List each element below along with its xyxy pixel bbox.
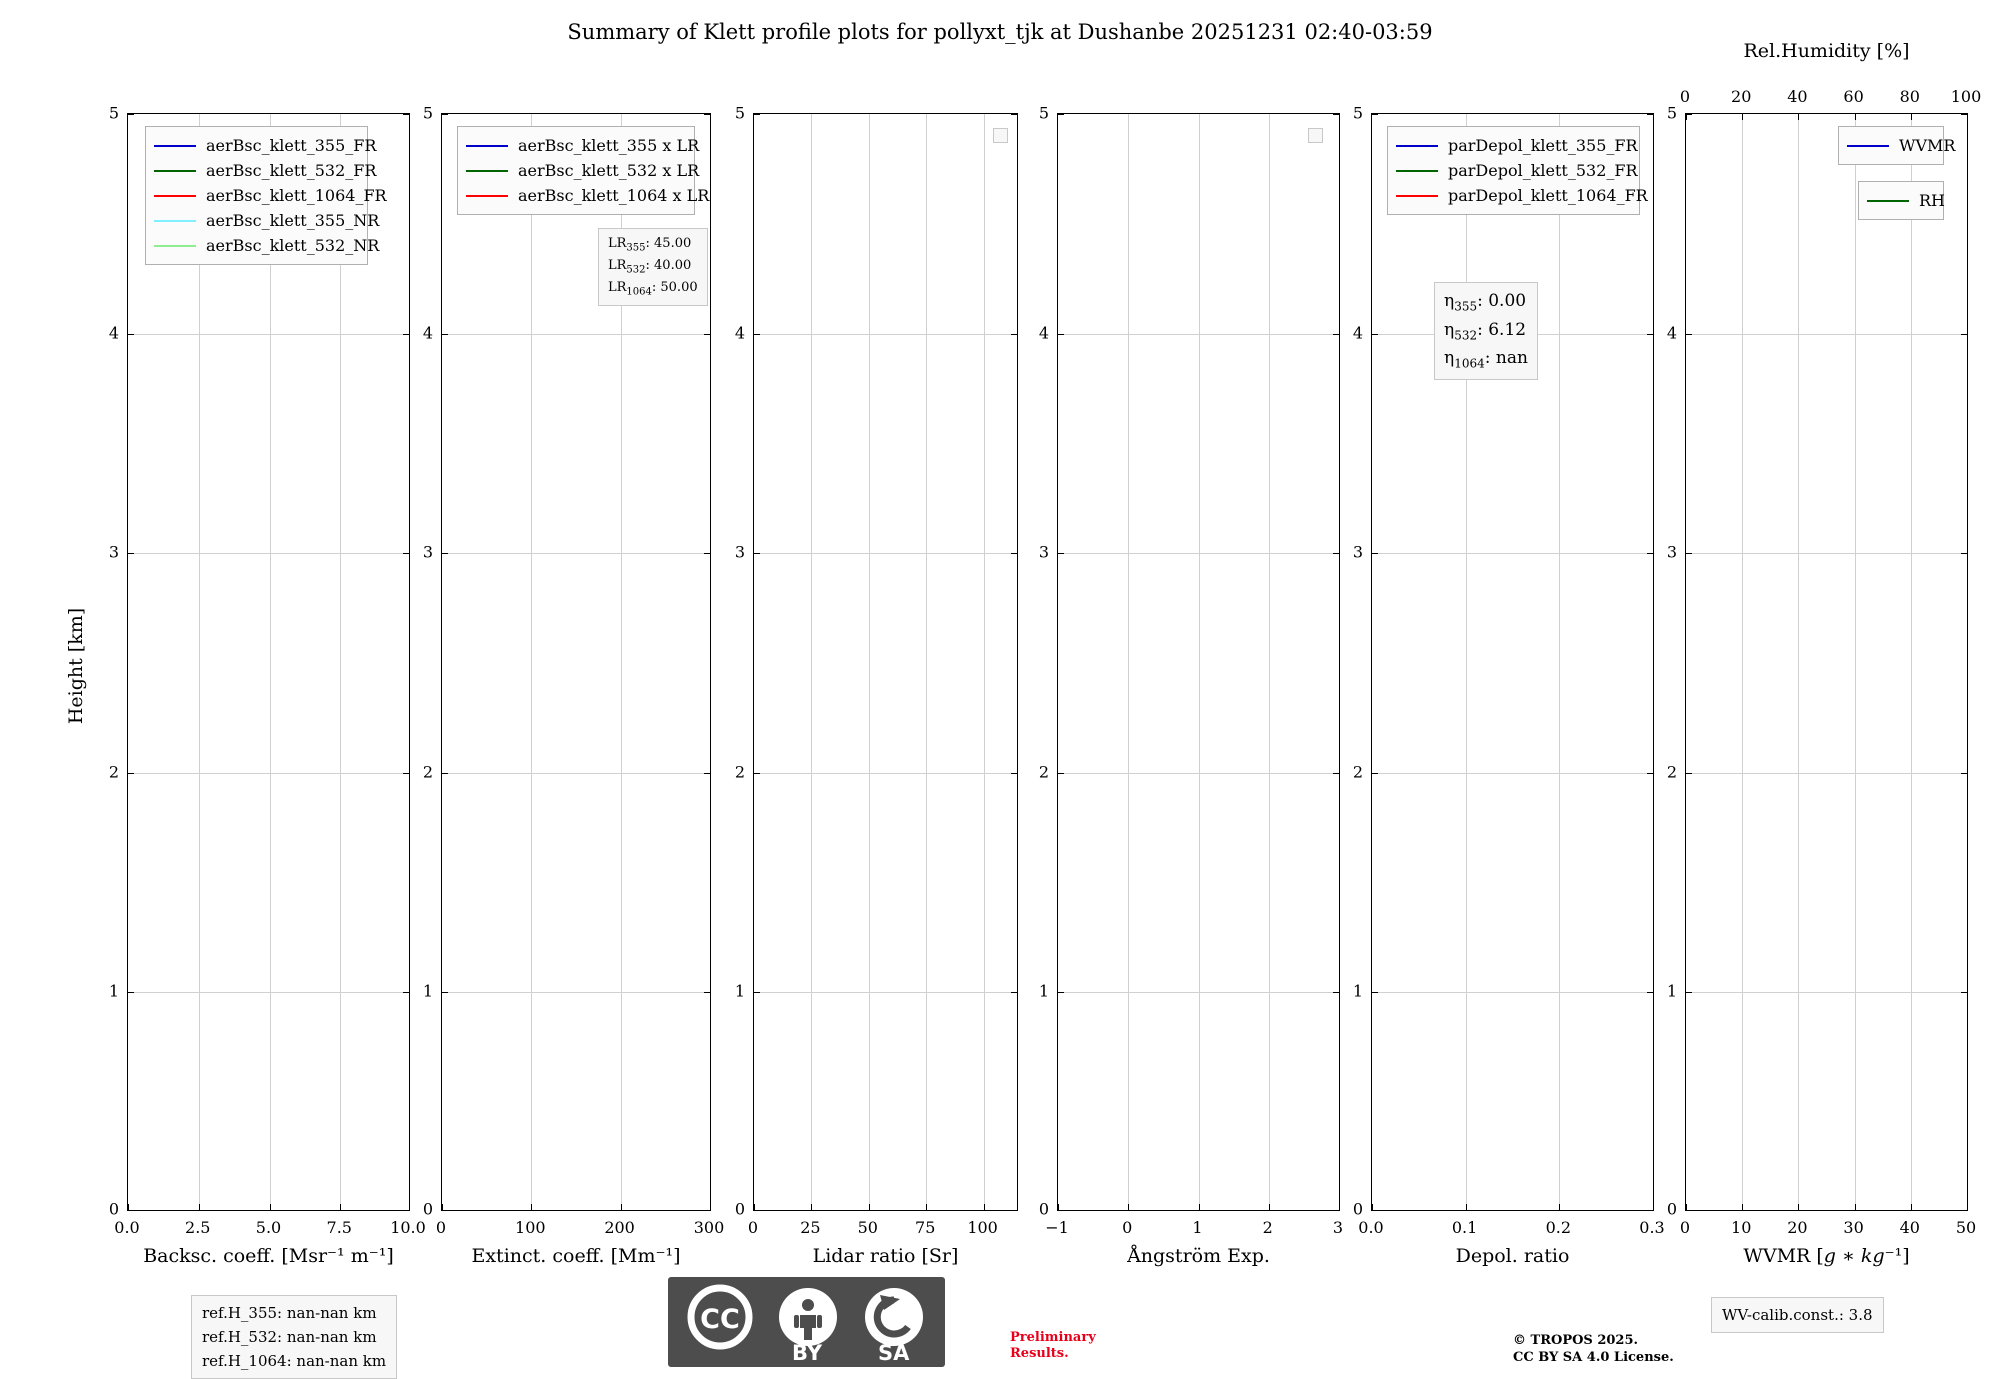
wv-calib-value: WV-calib.const.: 3.8 — [1722, 1306, 1873, 1324]
y-tick-label: 0 — [108, 1199, 119, 1219]
gridline — [1911, 114, 1912, 1210]
x-tick-label: 1 — [1192, 1218, 1203, 1237]
reference-height-box — [191, 1295, 397, 1379]
x-tick-label: 30 — [1843, 1218, 1864, 1237]
x-tick-label: 0 — [747, 1218, 759, 1237]
x-axis-caption-wvmr: WVMR [𝑔 ∗ 𝑘𝑔⁻¹] — [1743, 1245, 1910, 1267]
panel-wvmr — [1685, 113, 1968, 1211]
gridline — [1466, 114, 1467, 1210]
gridline — [1686, 553, 1967, 554]
legend-line-icon — [154, 145, 196, 147]
y-tick-label: 4 — [108, 323, 119, 343]
gridline — [128, 992, 409, 993]
y-tick-label: 0 — [734, 1199, 745, 1219]
x-tick-label: 0.2 — [1545, 1218, 1572, 1237]
gridline — [1742, 114, 1743, 1210]
legend-item[interactable] — [154, 183, 387, 208]
legend-item[interactable] — [154, 158, 377, 183]
x-tick-label: 0 — [1122, 1218, 1133, 1237]
legend-item[interactable] — [1396, 133, 1638, 158]
x-axis-caption-extinction: Extinct. coeff. [Mm⁻¹] — [471, 1245, 681, 1267]
legend-label: aerBsc_klett_1064 x LR — [518, 186, 710, 205]
lr-value: 45.00 — [654, 236, 692, 251]
copyright-line-2: CC BY SA 4.0 License. — [1513, 1349, 1674, 1365]
gridline — [1372, 992, 1653, 993]
gridline — [1798, 114, 1799, 1210]
rh-tick-label: 0 — [1679, 87, 1691, 106]
gridline — [754, 992, 1017, 993]
lidar-ratio-info-box: $LR_{355}$: 45.00 $LR_{532}$: 40.00 $LR_{1064}$: 50.00 — [598, 228, 708, 306]
x-tick-label: 40 — [1899, 1218, 1920, 1237]
eta-value: 6.12 — [1488, 319, 1527, 340]
preliminary-line-2: Results. — [1010, 1346, 1069, 1362]
legend-label: aerBsc_klett_355_NR — [206, 211, 380, 230]
gridline — [1372, 553, 1653, 554]
y-tick-label: 5 — [108, 103, 119, 123]
y-tick-label: 1 — [1352, 981, 1363, 1001]
cc-license-logo[interactable] — [668, 1277, 945, 1367]
legend-line-icon — [1867, 200, 1909, 202]
panel-depol-ratio — [1371, 113, 1654, 1211]
y-tick-label: 5 — [1038, 103, 1049, 123]
y-tick-label: 2 — [1666, 762, 1677, 782]
svg-text:CC: CC — [700, 1304, 740, 1335]
lr-sub: 355 — [626, 242, 646, 254]
legend-label: parDepol_klett_1064_FR — [1448, 186, 1648, 205]
gridline — [869, 114, 870, 1210]
legend-label: aerBsc_klett_532 x LR — [518, 161, 700, 180]
cc-sa-label: SA — [878, 1341, 910, 1365]
y-tick-label: 5 — [1666, 103, 1677, 123]
x-tick-label: 0.1 — [1451, 1218, 1478, 1237]
x-tick-label: 200 — [604, 1218, 635, 1237]
x-tick-label: 7.5 — [326, 1218, 352, 1237]
legend-line-icon — [466, 145, 508, 147]
gridline — [128, 553, 409, 554]
legend-label: WVMR — [1899, 136, 1956, 155]
gridline — [926, 114, 927, 1210]
legend-rh[interactable] — [1858, 181, 1944, 220]
y-tick-label: 3 — [1038, 542, 1049, 562]
y-tick-label: 4 — [734, 323, 745, 343]
gridline — [754, 334, 1017, 335]
gridline — [811, 114, 812, 1210]
legend-line-icon — [154, 195, 196, 197]
legend-line-icon — [154, 170, 196, 172]
gridline — [442, 992, 710, 993]
legend-line-icon — [154, 245, 196, 247]
panel-backscatter — [127, 113, 410, 1211]
y-tick-label: 4 — [1352, 323, 1363, 343]
eta-key: η — [1444, 291, 1455, 311]
legend-line-icon — [154, 220, 196, 222]
gridline — [1199, 114, 1200, 1210]
x-tick-label: 10.0 — [390, 1218, 426, 1237]
legend-item[interactable] — [1867, 188, 1945, 213]
legend-label: parDepol_klett_532_FR — [1448, 161, 1638, 180]
x-tick-label: 0 — [1679, 1218, 1691, 1237]
ref-height-1064: ref.H_1064: nan-nan km — [202, 1352, 387, 1370]
y-tick-label: 5 — [1352, 103, 1363, 123]
gridline — [442, 773, 710, 774]
gridline — [1128, 114, 1129, 1210]
y-tick-label: 2 — [108, 762, 119, 782]
gridline — [1855, 114, 1856, 1210]
gridline — [442, 334, 710, 335]
x-axis-caption-angstrom: Ångström Exp. — [1127, 1245, 1270, 1267]
legend-label: aerBsc_klett_532_NR — [206, 236, 380, 255]
y-tick-label: 1 — [108, 981, 119, 1001]
y-tick-label: 2 — [1352, 762, 1363, 782]
legend-label: aerBsc_klett_355_FR — [206, 136, 377, 155]
legend-item[interactable] — [1396, 183, 1648, 208]
preliminary-results-note — [1010, 1330, 1096, 1363]
legend-backscatter[interactable] — [145, 126, 387, 265]
legend-line-icon — [1847, 145, 1889, 147]
legend-label: aerBsc_klett_1064_FR — [206, 186, 387, 205]
legend-line-icon — [466, 170, 508, 172]
y-tick-label: 2 — [1038, 762, 1049, 782]
y-tick-label: 4 — [1666, 323, 1677, 343]
ref-height-532: ref.H_532: nan-nan km — [202, 1328, 377, 1346]
x-tick-label: 20 — [1787, 1218, 1808, 1237]
y-tick-label: 3 — [422, 542, 433, 562]
gridline — [754, 773, 1017, 774]
y-tick-label: 3 — [1666, 542, 1677, 562]
copyright-line-1: © TROPOS 2025. — [1513, 1333, 1639, 1348]
legend-angstrom-empty[interactable] — [1308, 128, 1323, 143]
rh-tick-label: 40 — [1787, 87, 1808, 106]
y-tick-label: 3 — [108, 542, 119, 562]
gridline — [531, 114, 532, 1210]
panel-angstrom — [1057, 113, 1340, 1211]
y-axis-label: Height [km] — [65, 607, 87, 725]
rh-tick-label: 80 — [1899, 87, 1920, 106]
gridline — [1686, 992, 1967, 993]
rh-axis-caption: Rel.Humidity [%] — [1743, 40, 1910, 62]
legend-extinction[interactable] — [457, 126, 710, 215]
legend-item[interactable] — [154, 133, 377, 158]
legend-item[interactable] — [466, 183, 710, 208]
y-tick-label: 1 — [422, 981, 433, 1001]
eta-key: η — [1444, 348, 1455, 369]
y-tick-label: 2 — [422, 762, 433, 782]
copyright-note — [1513, 1333, 1674, 1367]
lr-sub: 1064 — [626, 286, 652, 298]
legend-wvmr[interactable] — [1838, 126, 1956, 165]
eta-value: 0.00 — [1488, 291, 1527, 311]
lr-key: LR — [608, 258, 627, 274]
gridline — [128, 773, 409, 774]
y-tick-label: 3 — [734, 542, 745, 562]
x-tick-label: 100 — [515, 1218, 546, 1237]
x-tick-label: 2.5 — [185, 1218, 211, 1237]
lr-key: LR — [608, 236, 627, 251]
eta-value: nan — [1495, 348, 1528, 369]
y-tick-label: 0 — [1666, 1199, 1677, 1219]
x-tick-label: 50 — [1955, 1218, 1977, 1237]
gridline — [754, 553, 1017, 554]
legend-line-icon — [1396, 195, 1438, 197]
y-tick-label: 0 — [1352, 1199, 1363, 1219]
ref-height-355: ref.H_355: nan-nan km — [202, 1304, 377, 1322]
y-tick-label: 5 — [734, 103, 745, 123]
y-tick-label: 3 — [1352, 542, 1363, 562]
legend-item[interactable] — [466, 158, 700, 183]
lr-sub: 532 — [626, 264, 646, 276]
legend-line-icon — [1396, 145, 1438, 147]
lr-key: LR — [608, 280, 627, 296]
x-tick-label: 0.0 — [1358, 1218, 1384, 1237]
gridline — [442, 553, 710, 554]
gridline — [1686, 334, 1967, 335]
lr-value: 40.00 — [654, 258, 692, 274]
y-tick-label: 1 — [1038, 981, 1049, 1001]
gridline — [984, 114, 985, 1210]
x-tick-label: 10 — [1731, 1218, 1752, 1237]
cc-by-label: BY — [792, 1341, 823, 1365]
eta-sub: 355 — [1454, 299, 1478, 314]
gridline — [1269, 114, 1270, 1210]
legend-line-icon — [1396, 170, 1438, 172]
wv-calibration-box — [1711, 1297, 1884, 1333]
legend-item[interactable] — [1847, 133, 1956, 158]
eta-sub: 532 — [1454, 327, 1478, 342]
x-axis-caption-depol-ratio: Depol. ratio — [1455, 1245, 1570, 1267]
y-tick-label: 5 — [422, 103, 433, 123]
y-tick-label: 0 — [1038, 1199, 1049, 1219]
gridline — [270, 114, 271, 1210]
y-tick-label: 4 — [422, 323, 433, 343]
x-tick-label: 2 — [1262, 1218, 1273, 1237]
legend-label: aerBsc_klett_355 x LR — [518, 136, 700, 155]
y-tick-label: 1 — [734, 981, 745, 1001]
x-tick-label: 75 — [915, 1218, 936, 1237]
x-axis-caption-backscatter: Backsc. coeff. [Msr⁻¹ m⁻¹] — [143, 1245, 394, 1267]
x-tick-label: 300 — [693, 1218, 725, 1237]
rh-tick-label: 20 — [1731, 87, 1752, 106]
legend-item[interactable] — [154, 208, 380, 233]
gridline — [1372, 773, 1653, 774]
x-tick-label: −1 — [1045, 1218, 1069, 1237]
x-axis-caption-lidar-ratio: Lidar ratio [Sr] — [812, 1245, 959, 1267]
legend-item[interactable] — [1396, 158, 1638, 183]
legend-label: parDepol_klett_355_FR — [1448, 136, 1638, 155]
eta-sub: 1064 — [1454, 356, 1485, 371]
gridline — [128, 334, 409, 335]
x-tick-label: 25 — [800, 1218, 821, 1237]
y-tick-label: 4 — [1038, 323, 1049, 343]
eta-key: η — [1444, 319, 1455, 340]
legend-depol-ratio[interactable] — [1387, 126, 1648, 215]
legend-line-icon — [466, 195, 508, 197]
legend-label: RH — [1919, 191, 1945, 210]
y-tick-label: 2 — [734, 762, 745, 782]
legend-item[interactable] — [154, 233, 380, 258]
x-tick-label: 0 — [435, 1218, 447, 1237]
x-tick-label: 0.0 — [114, 1218, 140, 1237]
x-tick-label: 50 — [857, 1218, 878, 1237]
rh-tick-label: 100 — [1950, 87, 1982, 106]
legend-label: aerBsc_klett_532_FR — [206, 161, 377, 180]
x-tick-label: 3 — [1332, 1218, 1344, 1237]
y-tick-label: 0 — [422, 1199, 433, 1219]
preliminary-line-1: Preliminary — [1010, 1330, 1096, 1345]
page-title: Summary of Klett profile plots for pollyxt_tjk at Dushanbe 20251231 02:40-03:59 — [567, 20, 1433, 44]
gridline — [340, 114, 341, 1210]
gridline — [1686, 773, 1967, 774]
rh-tick-label: 60 — [1843, 87, 1864, 106]
gridline — [199, 114, 200, 1210]
x-tick-label: 100 — [967, 1218, 998, 1237]
depol-eta-info-box: $\eta_{355}$: 0.00 $\eta_{532}$: 6.12 $\eta_{1064}$: nan — [1434, 282, 1538, 380]
legend-lidar-ratio-empty[interactable] — [993, 128, 1008, 143]
x-tick-label: 0.3 — [1639, 1218, 1665, 1237]
y-tick-label: 1 — [1666, 981, 1677, 1001]
panel-lidar-ratio — [753, 113, 1018, 1211]
legend-item[interactable] — [466, 133, 700, 158]
lr-value: 50.00 — [660, 280, 698, 296]
gridline — [1559, 114, 1560, 1210]
x-tick-label: 5.0 — [255, 1218, 282, 1237]
